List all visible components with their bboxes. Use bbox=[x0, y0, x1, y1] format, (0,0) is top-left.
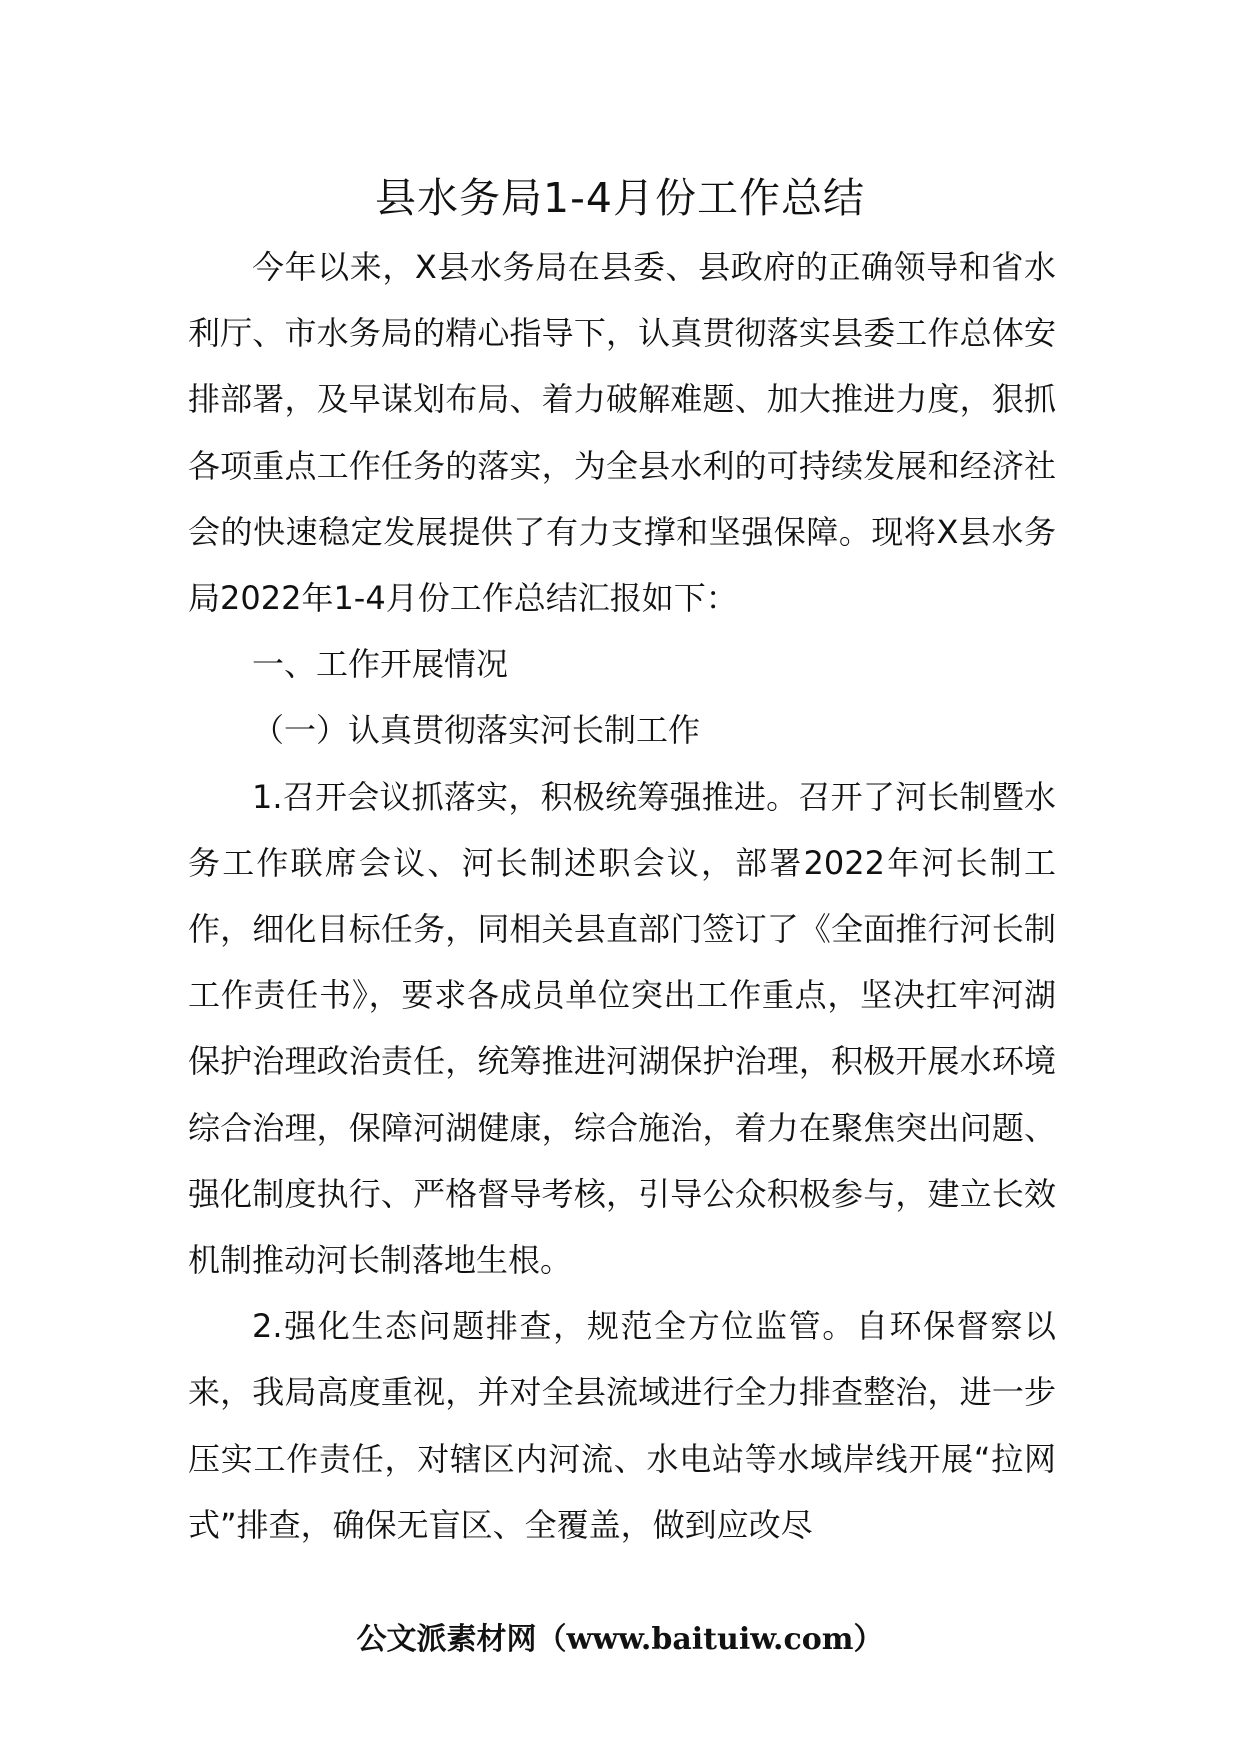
document-title: 县水务局1-4月份工作总结 bbox=[375, 174, 865, 222]
intro-paragraph: 今年以来，X县水务局在县委、县政府的正确领导和省水利厅、市水务局的精心指导下，认真贯彻落实县委工作总体安排部署，及早谋划布局、着力破解难题、加大推进力度，狠抓各项重点工作任务的落实，为全县水利的可持续发展和经济社会的快速稳定发展提供了有力支撑和坚强保障。现将X县水务局2022年1-4月份工作总结汇报如下： bbox=[188, 248, 1056, 618]
item-paragraph-1: 1.召开会议抓落实，积极统筹强推进。召开了河长制暨水务工作联席会议、河长制述职会议，部署2022年河长制工作，细化目标任务，同相关县直部门签订了《全面推行河长制工作责任书》，要求各成员单位突出工作重点，坚决扛牢河湖保护治理政治责任，统筹推进河湖保护治理，积极开展水环境综合治理，保障河湖健康，综合施治，着力在聚焦突出问题、强化制度执行、严格督导考核，引导公众积极参与，建立长效机制推动河长制落地生根。 bbox=[188, 777, 1056, 1280]
footer-watermark: 公文派素材网（www.baituiw.com） bbox=[356, 1622, 884, 1657]
section-heading-1: 一、工作开展情况 bbox=[252, 645, 509, 684]
subsection-heading-1: （一）认真贯彻落实河长制工作 bbox=[252, 711, 701, 750]
item-paragraph-2: 2.强化生态问题排查，规范全方位监管。自环保督察以来，我局高度重视，并对全县流域进行全力排查整治，进一步压实工作责任，对辖区内河流、水电站等水域岸线开展“拉网式”排查，确保无盲区、全覆盖，做到应改尽 bbox=[188, 1307, 1056, 1544]
document-body bbox=[188, 234, 1056, 1558]
